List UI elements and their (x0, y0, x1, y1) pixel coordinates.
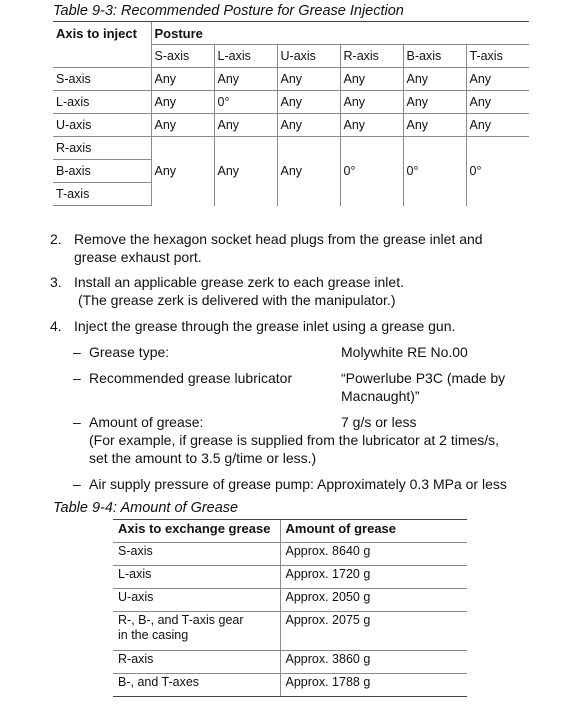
grease-type-label: Grease type: (89, 344, 170, 360)
amount-cell: Approx. 3860 g (280, 651, 467, 674)
table-row (53, 91, 529, 114)
axis-to-inject-header: Axis to inject (53, 22, 151, 45)
axis-cell (113, 612, 280, 651)
table-cell: Any (277, 91, 340, 114)
amount-cell: Approx. 8640 g (280, 543, 467, 566)
table-cell: Any (403, 91, 466, 114)
table-cell: Any (403, 68, 466, 91)
table-cell: Any (340, 114, 403, 137)
dash-bullet: – (73, 414, 81, 430)
column-header: B-axis (403, 45, 466, 68)
step-text: Remove the hexagon socket head plugs from the grease inlet and grease exhaust port. (74, 231, 483, 265)
row-axis-label: T-axis (53, 183, 151, 206)
lubricator-value-line1: “Powerlube P3C (made by (341, 370, 506, 386)
table-cell: Any (277, 68, 340, 91)
dash-bullet: – (73, 370, 81, 386)
dash-bullet: – (73, 344, 81, 360)
merged-cell: Any (151, 137, 214, 206)
table-cell: Any (214, 114, 277, 137)
step-number: 4. (50, 318, 62, 334)
air-supply-text: Air supply pressure of grease pump: Approximately 0.3 MPa or less (89, 476, 507, 492)
table-row (53, 137, 529, 160)
lubricator-label: Recommended grease lubricator (89, 370, 293, 386)
table-cell: Any (340, 68, 403, 91)
merged-cell: Any (214, 137, 277, 206)
grease-type-value: Molywhite RE No.00 (341, 344, 468, 360)
amount-cell: Approx. 1720 g (280, 566, 467, 589)
empty-header-cell (53, 45, 151, 68)
amount-label: Amount of grease: (89, 414, 204, 430)
axis-cell: U-axis (113, 589, 280, 612)
table-cell: Any (151, 114, 214, 137)
table-cell: Any (214, 68, 277, 91)
table-cell: Any (151, 68, 214, 91)
table-cell: Any (466, 68, 529, 91)
column-header: L-axis (214, 45, 277, 68)
posture-header: Posture (151, 22, 529, 45)
column-header: S-axis (151, 45, 214, 68)
table-cell: Any (151, 91, 214, 114)
table-cell: Any (403, 114, 466, 137)
table-row (113, 674, 467, 697)
amount-of-grease-header: Amount of grease (280, 520, 467, 543)
row-axis-label: L-axis (53, 91, 151, 114)
table-row (113, 612, 467, 651)
column-header: T-axis (466, 45, 529, 68)
table-9-3-recommended-posture (53, 21, 529, 206)
step-number: 3. (50, 274, 62, 290)
row-axis-label: B-axis (53, 160, 151, 183)
axis-cell-line2: in the casing (118, 628, 189, 642)
table-row (113, 543, 467, 566)
step-text: Inject the grease through the grease inlet using a grease gun. (74, 318, 456, 334)
column-header: U-axis (277, 45, 340, 68)
table-cell: Any (277, 114, 340, 137)
table-9-3-caption: Table 9-3: Recommended Posture for Grease Injection (53, 3, 404, 19)
lubricator-value-line2: Macnaught)” (341, 388, 420, 404)
table-row (113, 589, 467, 612)
axis-cell: B-, and T-axes (113, 674, 280, 697)
table-row (113, 651, 467, 674)
merged-cell: 0° (466, 137, 529, 206)
merged-cell: 0° (340, 137, 403, 206)
amount-cell: Approx. 2050 g (280, 589, 467, 612)
table-cell: Any (466, 91, 529, 114)
table-cell: Any (466, 114, 529, 137)
row-axis-label: R-axis (53, 137, 151, 160)
axis-cell: R-axis (113, 651, 280, 674)
merged-cell: Any (277, 137, 340, 206)
table-row (113, 566, 467, 589)
amount-note-line2: set the amount to 3.5 g/time or less.) (89, 450, 317, 466)
table-row (53, 114, 529, 137)
step-number: 2. (50, 231, 62, 247)
row-axis-label: U-axis (53, 114, 151, 137)
row-axis-label: S-axis (53, 68, 151, 91)
table-9-4-amount-of-grease (113, 519, 467, 697)
step-text: Install an applicable grease zerk to each grease inlet. (74, 274, 404, 290)
axis-cell-line1: R-, B-, and T-axis gear (118, 613, 244, 627)
axis-cell: L-axis (113, 566, 280, 589)
axis-cell: S-axis (113, 543, 280, 566)
axis-to-exchange-header: Axis to exchange grease (113, 520, 280, 543)
step-note: (The grease zerk is delivered with the manipulator.) (78, 292, 396, 308)
amount-cell: Approx. 2075 g (280, 612, 467, 651)
amount-cell: Approx. 1788 g (280, 674, 467, 697)
table-cell: Any (340, 91, 403, 114)
table-cell: 0° (214, 91, 277, 114)
column-header: R-axis (340, 45, 403, 68)
merged-cell: 0° (403, 137, 466, 206)
table-9-4-caption: Table 9-4: Amount of Grease (53, 500, 239, 516)
dash-bullet: – (73, 476, 81, 492)
amount-value: 7 g/s or less (341, 414, 417, 430)
amount-note-line1: (For example, if grease is supplied from the lubricator at 2 times/s, (89, 432, 500, 448)
table-row (53, 68, 529, 91)
